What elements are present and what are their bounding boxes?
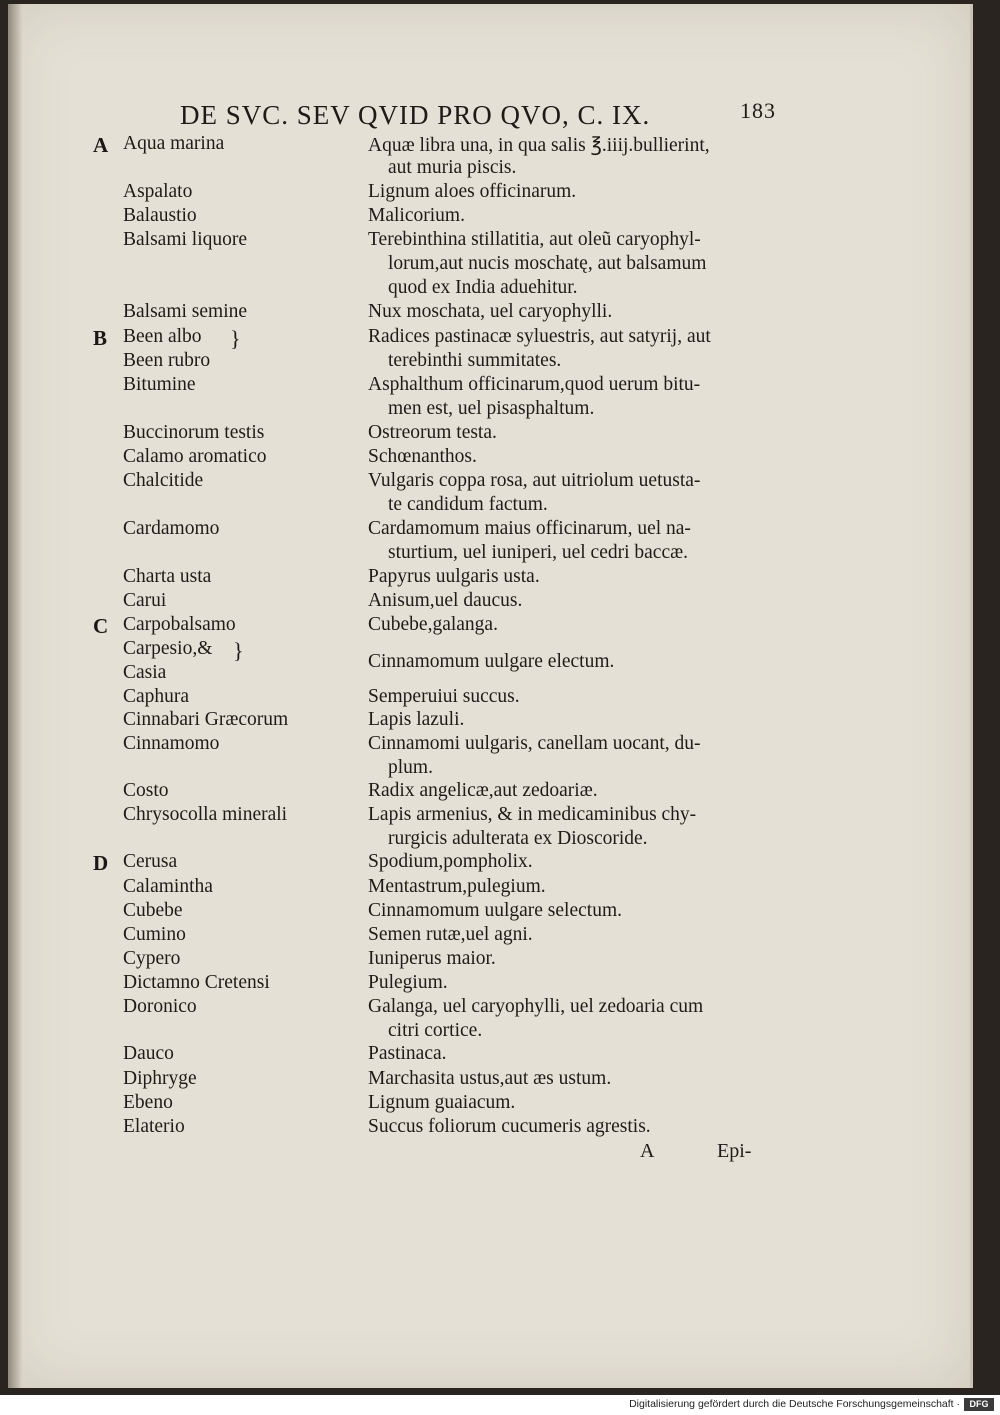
term: Chalcitide (123, 470, 204, 491)
substitute: Lapis lazuli. (368, 709, 465, 730)
term: Calamintha (123, 876, 213, 897)
substitute-cont: aut muria piscis. (388, 157, 517, 178)
term: Cumino (123, 924, 186, 945)
substitute: Malicorium. (368, 205, 465, 226)
substitute: Lignum guaiacum. (368, 1092, 516, 1113)
substitute-cont: sturtium, uel iuniperi, uel cedri baccæ. (388, 542, 688, 563)
term: Dictamno Cretensi (123, 972, 270, 993)
term: Balsami semine (123, 301, 248, 322)
substitute-cont: citri cortice. (388, 1020, 483, 1041)
brace-mark: } (230, 326, 241, 351)
term: Carpesio,& (123, 638, 213, 659)
substitute: Nux moschata, uel caryophylli. (368, 301, 613, 322)
substitute: Lapis armenius, & in medicaminibus chy- (368, 804, 697, 825)
substitute: Anisum,uel daucus. (368, 590, 523, 611)
term: Dauco (123, 1043, 174, 1064)
term: Chrysocolla minerali (123, 804, 288, 825)
term: Cerusa (123, 851, 178, 872)
term: Cardamomo (123, 518, 220, 539)
term: Been rubro (123, 350, 211, 371)
section-letter-d: D (93, 851, 109, 875)
term: Elaterio (123, 1116, 185, 1137)
footer-credit: Digitalisierung gefördert durch die Deutsche Forschungsgemeinschaft · (629, 1398, 960, 1410)
term: Carui (123, 590, 167, 611)
substitute: Aquæ libra una, in qua salis ℥.iiij.bullierint, (368, 135, 710, 156)
signature-mark: A (640, 1140, 655, 1162)
section-letter-c: C (93, 614, 109, 638)
substitute-cont: te candidum factum. (388, 494, 548, 515)
term: Calamo aromatico (123, 446, 267, 467)
footer-bar (0, 1395, 1000, 1415)
term: Been albo (123, 326, 202, 347)
substitute-cont: men est, uel pisasphaltum. (388, 398, 595, 419)
substitute: Semen rutæ,uel agni. (368, 924, 533, 945)
substitute: Terebinthina stillatitia, aut oleũ caryophyl- (368, 229, 701, 250)
term: Cinnamomo (123, 733, 220, 754)
term: Aqua marina (123, 133, 225, 154)
substitute-cont: terebinthi summitates. (388, 350, 562, 371)
catchword: Epi- (717, 1140, 752, 1162)
substitute: Semperuiui succus. (368, 686, 520, 707)
substitute: Asphalthum officinarum,quod uerum bitu- (368, 374, 701, 395)
section-letter-a: A (93, 133, 109, 157)
running-header (180, 98, 776, 131)
brace-mark: } (233, 638, 244, 663)
substitute: Vulgaris coppa rosa, aut uitriolum uetusta- (368, 470, 701, 491)
substitute: Pulegium. (368, 972, 448, 993)
term: Caphura (123, 686, 190, 707)
dfg-logo: DFG (964, 1398, 994, 1411)
substitute: Cubebe,galanga. (368, 614, 498, 635)
substitute: Succus foliorum cucumeris agrestis. (368, 1116, 651, 1137)
substitute: Radices pastinacæ syluestris, aut satyrij, aut (368, 326, 711, 347)
page-gutter-shadow (8, 4, 22, 1388)
term: Cypero (123, 948, 181, 969)
substitute: Schœnanthos. (368, 446, 477, 467)
term: Doronico (123, 996, 197, 1017)
substitute: Cardamomum maius officinarum, uel na- (368, 518, 691, 539)
substitute-cont: plum. (388, 757, 433, 778)
substitute: Lignum aloes officinarum. (368, 181, 577, 202)
substitute: Radix angelicæ,aut zedoariæ. (368, 780, 598, 801)
substitute-cont: rurgicis adulterata ex Dioscoride. (388, 828, 648, 849)
term: Costo (123, 780, 169, 801)
page-number: 183 (740, 98, 776, 123)
substitute: Cinnamomum uulgare electum. (368, 651, 615, 672)
term: Casia (123, 662, 167, 683)
term: Cubebe (123, 900, 183, 921)
substitute: Cinnamomi uulgaris, canellam uocant, du- (368, 733, 701, 754)
substitute: Papyrus uulgaris usta. (368, 566, 540, 587)
term: Carpobalsamo (123, 614, 236, 635)
substitute: Spodium,pompholix. (368, 851, 533, 872)
term: Balsami liquore (123, 229, 248, 250)
term: Charta usta (123, 566, 212, 587)
substitute-cont: quod ex India aduehitur. (388, 277, 578, 298)
term: Bitumine (123, 374, 196, 395)
term: Aspalato (123, 181, 193, 202)
substitute-cont: lorum,aut nucis moschatę, aut balsamum (388, 253, 707, 274)
substitute: Pastinaca. (368, 1043, 447, 1064)
substitute: Cinnamomum uulgare selectum. (368, 900, 622, 921)
term: Ebeno (123, 1092, 173, 1113)
term: Cinnabari Græcorum (123, 709, 289, 730)
header-title: DE SVC. SEV QVID PRO QVO, C. IX. (180, 100, 651, 130)
substitute: Iuniperus maior. (368, 948, 496, 969)
term: Balaustio (123, 205, 197, 226)
substitute: Ostreorum testa. (368, 422, 497, 443)
term: Diphryge (123, 1068, 197, 1089)
term: Buccinorum testis (123, 422, 265, 443)
substitute: Galanga, uel caryophylli, uel zedoaria cum (368, 996, 704, 1017)
substitute: Marchasita ustus,aut æs ustum. (368, 1068, 612, 1089)
substitute: Mentastrum,pulegium. (368, 876, 546, 897)
section-letter-b: B (93, 326, 108, 350)
